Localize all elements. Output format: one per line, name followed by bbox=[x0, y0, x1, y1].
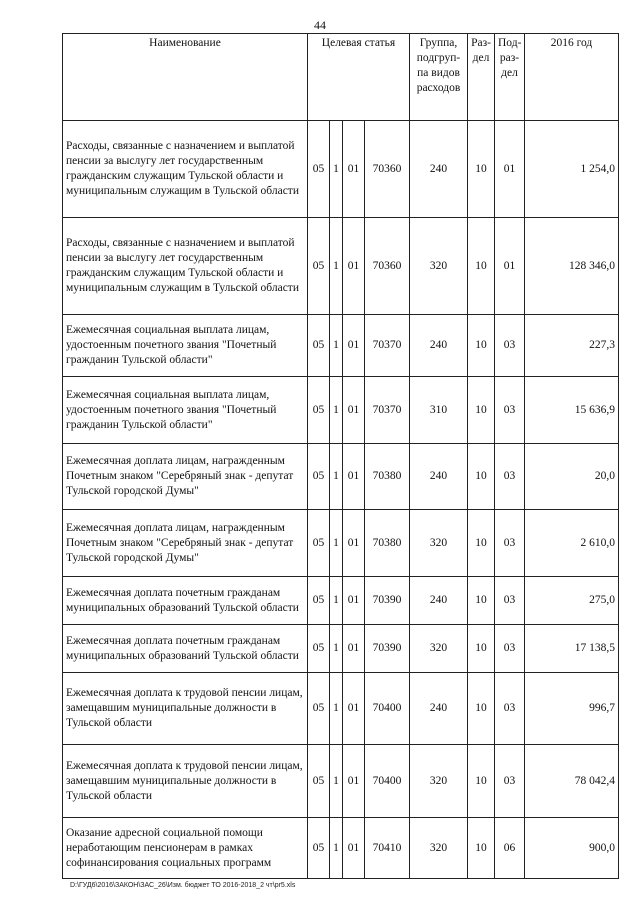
row-subsection: 03 bbox=[495, 377, 525, 444]
header-section: Раз-дел bbox=[468, 34, 495, 121]
row-name: Ежемесячная социальная выплата лицам, удостоенным почетного звания "Почетный гражданин Тульской области" bbox=[63, 315, 308, 377]
row-code-program: 05 bbox=[308, 510, 330, 577]
row-subsection: 03 bbox=[495, 444, 525, 510]
row-code-direction: 70380 bbox=[365, 510, 410, 577]
row-expense-group: 240 bbox=[410, 444, 468, 510]
row-amount: 900,0 bbox=[525, 818, 619, 879]
row-code-direction: 70370 bbox=[365, 315, 410, 377]
row-section: 10 bbox=[468, 625, 495, 673]
row-amount: 15 636,9 bbox=[525, 377, 619, 444]
header-year: 2016 год bbox=[525, 34, 619, 121]
row-subsection: 01 bbox=[495, 218, 525, 315]
row-code-direction: 70400 bbox=[365, 673, 410, 745]
header-group: Группа, подгруп-па видов расходов bbox=[410, 34, 468, 121]
row-name: Ежемесячная доплата к трудовой пенсии лицам, замещавшим муниципальные должности в Тульской области bbox=[63, 673, 308, 745]
row-code-subprogram: 1 bbox=[330, 121, 343, 218]
row-code-program: 05 bbox=[308, 577, 330, 625]
row-amount: 996,7 bbox=[525, 673, 619, 745]
table-row bbox=[63, 673, 619, 745]
row-code-direction: 70410 bbox=[365, 818, 410, 879]
row-subsection: 03 bbox=[495, 577, 525, 625]
row-code-main-event: 01 bbox=[343, 577, 365, 625]
row-code-direction: 70360 bbox=[365, 121, 410, 218]
row-code-program: 05 bbox=[308, 121, 330, 218]
row-code-program: 05 bbox=[308, 444, 330, 510]
row-expense-group: 240 bbox=[410, 577, 468, 625]
row-name: Ежемесячная доплата к трудовой пенсии лицам, замещавшим муниципальные должности в Тульской области bbox=[63, 745, 308, 818]
table-row bbox=[63, 510, 619, 577]
row-code-program: 05 bbox=[308, 377, 330, 444]
row-name: Расходы, связанные с назначением и выплатой пенсии за выслугу лет государственным гражданским служащим Тульской области и муниципальным служащим в Тульской области bbox=[63, 121, 308, 218]
row-expense-group: 320 bbox=[410, 745, 468, 818]
row-code-direction: 70400 bbox=[365, 745, 410, 818]
row-expense-group: 320 bbox=[410, 510, 468, 577]
row-code-program: 05 bbox=[308, 745, 330, 818]
table-row bbox=[63, 121, 619, 218]
row-code-main-event: 01 bbox=[343, 745, 365, 818]
row-code-main-event: 01 bbox=[343, 510, 365, 577]
row-code-subprogram: 1 bbox=[330, 510, 343, 577]
header-subsection: Под-раз-дел bbox=[495, 34, 525, 121]
table-row bbox=[63, 315, 619, 377]
row-code-subprogram: 1 bbox=[330, 745, 343, 818]
row-code-main-event: 01 bbox=[343, 673, 365, 745]
row-code-subprogram: 1 bbox=[330, 315, 343, 377]
table-row bbox=[63, 625, 619, 673]
row-section: 10 bbox=[468, 377, 495, 444]
row-code-program: 05 bbox=[308, 218, 330, 315]
row-name: Ежемесячная доплата лицам, награжденным Почетным знаком "Серебряный знак - депутат Тульской городской Думы" bbox=[63, 510, 308, 577]
table-row bbox=[63, 577, 619, 625]
row-code-direction: 70390 bbox=[365, 625, 410, 673]
table-row bbox=[63, 745, 619, 818]
row-section: 10 bbox=[468, 444, 495, 510]
row-code-program: 05 bbox=[308, 625, 330, 673]
table-row bbox=[63, 377, 619, 444]
row-code-subprogram: 1 bbox=[330, 577, 343, 625]
file-path-footer: D:\ГУД6\2016\ЗАКОН\ЗАС_26\Изм. бюджет ТО 2016-2018_2 чт\pr5.xls bbox=[70, 882, 296, 889]
budget-table bbox=[62, 33, 619, 879]
row-expense-group: 240 bbox=[410, 315, 468, 377]
row-subsection: 03 bbox=[495, 745, 525, 818]
row-subsection: 01 bbox=[495, 121, 525, 218]
row-code-program: 05 bbox=[308, 818, 330, 879]
row-code-main-event: 01 bbox=[343, 315, 365, 377]
row-code-main-event: 01 bbox=[343, 377, 365, 444]
row-section: 10 bbox=[468, 818, 495, 879]
row-section: 10 bbox=[468, 577, 495, 625]
row-code-main-event: 01 bbox=[343, 625, 365, 673]
row-section: 10 bbox=[468, 673, 495, 745]
row-amount: 17 138,5 bbox=[525, 625, 619, 673]
row-amount: 20,0 bbox=[525, 444, 619, 510]
row-subsection: 06 bbox=[495, 818, 525, 879]
row-name: Ежемесячная доплата почетным гражданам муниципальных образований Тульской области bbox=[63, 577, 308, 625]
row-section: 10 bbox=[468, 315, 495, 377]
row-amount: 2 610,0 bbox=[525, 510, 619, 577]
row-subsection: 03 bbox=[495, 510, 525, 577]
row-code-subprogram: 1 bbox=[330, 377, 343, 444]
row-code-direction: 70390 bbox=[365, 577, 410, 625]
row-expense-group: 310 bbox=[410, 377, 468, 444]
row-code-main-event: 01 bbox=[343, 444, 365, 510]
row-name: Ежемесячная доплата почетным гражданам муниципальных образований Тульской области bbox=[63, 625, 308, 673]
row-code-program: 05 bbox=[308, 673, 330, 745]
row-name: Ежемесячная доплата лицам, награжденным Почетным знаком "Серебряный знак - депутат Тульской городской Думы" bbox=[63, 444, 308, 510]
row-amount: 275,0 bbox=[525, 577, 619, 625]
row-amount: 1 254,0 bbox=[525, 121, 619, 218]
row-expense-group: 240 bbox=[410, 673, 468, 745]
header-target-article: Целевая статья bbox=[308, 34, 410, 121]
row-amount: 78 042,4 bbox=[525, 745, 619, 818]
row-expense-group: 320 bbox=[410, 218, 468, 315]
row-code-subprogram: 1 bbox=[330, 673, 343, 745]
row-name: Расходы, связанные с назначением и выплатой пенсии за выслугу лет государственным гражданским служащим Тульской области и муниципальным служащим в Тульской области bbox=[63, 218, 308, 315]
row-amount: 128 346,0 bbox=[525, 218, 619, 315]
row-expense-group: 320 bbox=[410, 625, 468, 673]
row-code-subprogram: 1 bbox=[330, 625, 343, 673]
row-code-main-event: 01 bbox=[343, 818, 365, 879]
row-code-subprogram: 1 bbox=[330, 218, 343, 315]
header-row bbox=[63, 34, 619, 121]
row-section: 10 bbox=[468, 218, 495, 315]
row-code-subprogram: 1 bbox=[330, 444, 343, 510]
row-code-direction: 70360 bbox=[365, 218, 410, 315]
row-name: Ежемесячная социальная выплата лицам, удостоенным почетного звания "Почетный гражданин Тульской области" bbox=[63, 377, 308, 444]
row-amount: 227,3 bbox=[525, 315, 619, 377]
row-name: Оказание адресной социальной помощи неработающим пенсионерам в рамках софинансирования социальных программ bbox=[63, 818, 308, 879]
row-section: 10 bbox=[468, 745, 495, 818]
row-code-main-event: 01 bbox=[343, 121, 365, 218]
page-number: 44 bbox=[314, 18, 326, 32]
row-section: 10 bbox=[468, 121, 495, 218]
row-code-direction: 70380 bbox=[365, 444, 410, 510]
table-row bbox=[63, 218, 619, 315]
header-name: Наименование bbox=[63, 34, 308, 121]
row-code-main-event: 01 bbox=[343, 218, 365, 315]
row-expense-group: 320 bbox=[410, 818, 468, 879]
row-subsection: 03 bbox=[495, 315, 525, 377]
row-code-program: 05 bbox=[308, 315, 330, 377]
row-subsection: 03 bbox=[495, 673, 525, 745]
row-code-direction: 70370 bbox=[365, 377, 410, 444]
table-row bbox=[63, 444, 619, 510]
row-section: 10 bbox=[468, 510, 495, 577]
row-expense-group: 240 bbox=[410, 121, 468, 218]
table-row bbox=[63, 818, 619, 879]
row-subsection: 03 bbox=[495, 625, 525, 673]
row-code-subprogram: 1 bbox=[330, 818, 343, 879]
